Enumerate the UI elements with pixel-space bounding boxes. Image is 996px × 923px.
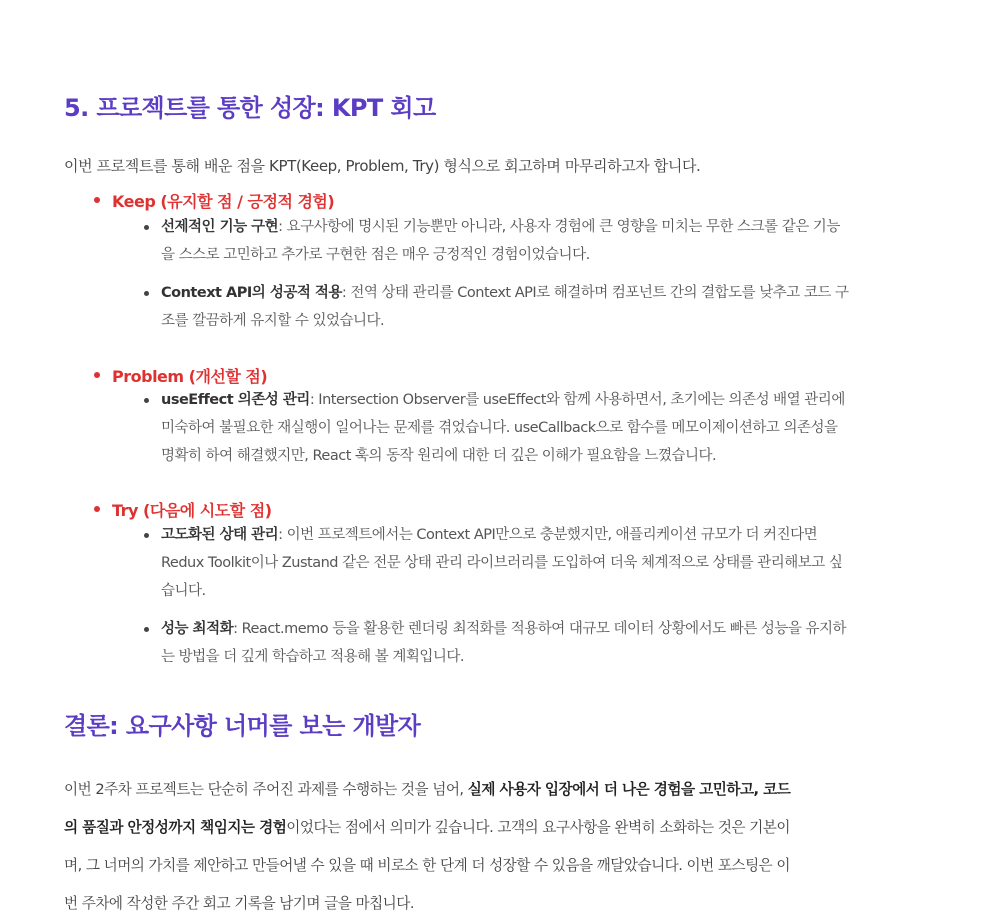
conclusion-paragraph (64, 771, 964, 923)
keep-item-preemptive-feature (161, 213, 961, 269)
try-item-text: : 이번 프로젝트에서는 Context API만으로 충분했지만, 애플리케이션 규모가 더 커진다면 (278, 527, 818, 543)
try-item-performance (161, 615, 961, 671)
keep-category-label: Keep (유지할 점 / 긍정적 경험) (112, 189, 334, 212)
conclusion-emphasis: 실제 사용자 입장에서 더 나은 경험을 고민하고, 코드 (467, 781, 791, 798)
try-item-text-cont: 는 방법을 더 깊게 학습하고 적용해 볼 계획입니다. (161, 649, 465, 665)
conclusion-emphasis: 의 품질과 안정성까지 책임지는 경험 (64, 819, 287, 836)
kpt-intro-text: 이번 프로젝트를 통해 배운 점을 KPT(Keep, Problem, Try) 형식으로 회고하며 마무리하고자 합니다. (64, 157, 701, 175)
problem-item-text-cont: 미숙하여 불필요한 재실행이 일어나는 문제를 겪었습니다. useCallback으로 함수를 메모이제이션하고 의존성을 (161, 420, 838, 436)
conclusion-text: 이었다는 점에서 의미가 깊습니다. 고객의 요구사항을 완벽히 소화하는 것은 기본이 (286, 819, 791, 836)
keep-item-term: 선제적인 기능 구현 (161, 219, 279, 235)
problem-item-useeffect (161, 386, 961, 470)
try-item-text-cont: 습니다. (161, 583, 206, 599)
try-item-text-cont: Redux Toolkit이나 Zustand 같은 전문 상태 관리 라이브러리를 도입하여 더욱 체계적으로 상태를 관리해보고 싶 (161, 555, 843, 571)
keep-item-term: Context API의 성공적 적용 (161, 285, 342, 301)
conclusion-text: 이번 2주차 프로젝트는 단순히 주어진 과제를 수행하는 것을 넘어, (64, 781, 468, 798)
keep-item-text-cont: 을 스스로 고민하고 추가로 구현한 점은 매우 긍정적인 경험이었습니다. (161, 247, 590, 263)
try-item-term: 성능 최적화 (161, 621, 234, 637)
problem-item-term: useEffect 의존성 관리 (161, 392, 310, 408)
keep-item-text: : 요구사항에 명시된 기능뿐만 아니라, 사용자 경험에 큰 영향을 미치는 무한 스크롤 같은 기능 (278, 219, 840, 235)
try-category-label: Try (다음에 시도할 점) (112, 498, 272, 521)
keep-item-context-api (161, 279, 961, 335)
conclusion-text: 번 주차에 작성한 주간 회고 기록을 남기며 글을 마칩니다. (64, 895, 414, 912)
keep-item-text: : 전역 상태 관리를 Context API로 해결하며 컴포넌트 간의 결합도를 낮추고 코드 구 (341, 285, 849, 301)
problem-category-label: Problem (개선할 점) (112, 364, 267, 387)
problem-item-text: : Intersection Observer를 useEffect와 함께 사용하면서, 초기에는 의존성 배열 관리에 (309, 392, 845, 408)
conclusion-heading: 결론: 요구사항 너머를 보는 개발자 (64, 712, 421, 740)
keep-item-text-cont: 조를 깔끔하게 유지할 수 있었습니다. (161, 313, 385, 329)
try-item-term: 고도화된 상태 관리 (161, 527, 279, 543)
try-item-state-management (161, 521, 961, 605)
try-item-text: : React.memo 등을 활용한 렌더링 최적화를 적용하여 대규모 데이터 상황에서도 빠른 성능을 유지하 (233, 621, 847, 637)
problem-item-text-cont: 명확히 하여 해결했지만, React 훅의 동작 원리에 대한 더 깊은 이해가 필요함을 느꼈습니다. (161, 448, 717, 464)
kpt-section-heading: 5. 프로젝트를 통한 성장: KPT 회고 (64, 94, 436, 122)
conclusion-text: 며, 그 너머의 가치를 제안하고 만들어낼 수 있을 때 비로소 한 단계 더 성장할 수 있음을 깨달았습니다. 이번 포스팅은 이 (64, 857, 791, 874)
